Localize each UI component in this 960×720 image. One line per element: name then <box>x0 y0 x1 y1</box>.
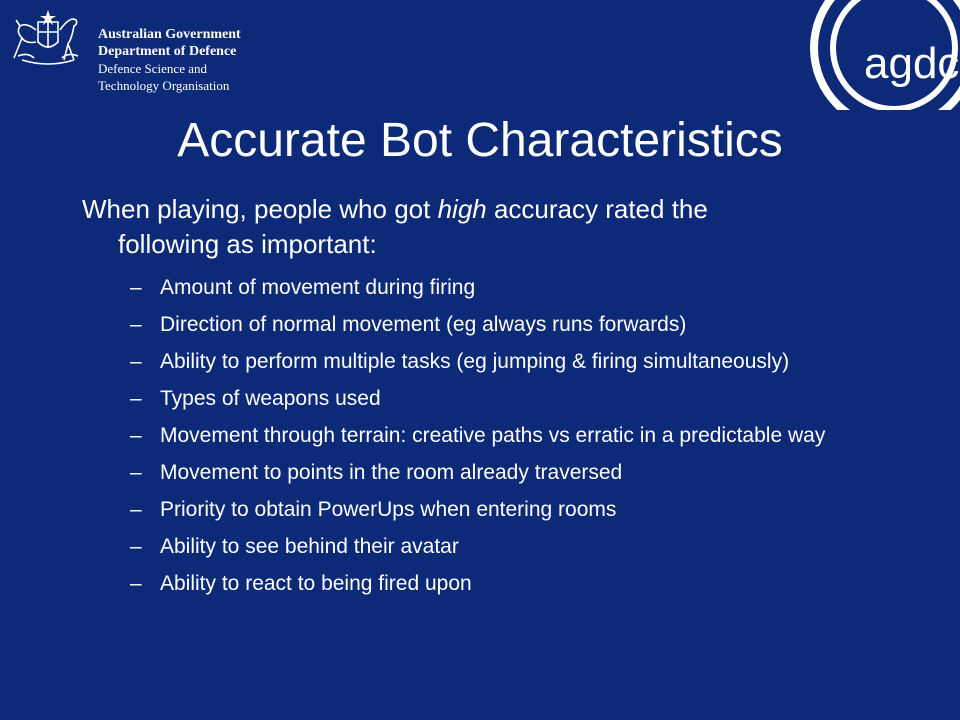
dash-icon: – <box>130 535 142 558</box>
intro-emphasis: high <box>437 194 487 224</box>
dash-icon: – <box>130 461 142 484</box>
dash-icon: – <box>130 387 142 410</box>
list-item <box>130 459 830 487</box>
list-item <box>130 496 830 524</box>
intro-text <box>82 192 882 262</box>
agdc-logo-text: agdc <box>864 39 960 88</box>
intro-part-2: accuracy rated the <box>486 194 708 224</box>
list-item-text: Ability to react to being fired upon <box>160 572 472 595</box>
org-line-1: Australian Government <box>98 27 241 42</box>
list-item <box>130 533 830 561</box>
dash-icon: – <box>130 313 142 336</box>
list-item <box>130 274 830 302</box>
agdc-logo <box>784 0 960 110</box>
list-item-text: Priority to obtain PowerUps when entering rooms <box>160 498 617 521</box>
list-item-text: Direction of normal movement (eg always runs forwards) <box>160 313 687 336</box>
list-item <box>130 348 830 376</box>
bullet-list <box>130 274 830 607</box>
slide-title: Accurate Bot Characteristics <box>177 114 783 167</box>
intro-line-2: following as important: <box>118 229 377 259</box>
list-item-text: Ability to see behind their avatar <box>160 535 459 558</box>
dash-icon: – <box>130 350 142 373</box>
government-header <box>8 8 258 100</box>
dash-icon: – <box>130 572 142 595</box>
dash-icon: – <box>130 498 142 521</box>
dash-icon: – <box>130 276 142 299</box>
org-line-4: Technology Organisation <box>98 78 230 93</box>
list-item <box>130 311 830 339</box>
dash-icon: – <box>130 424 142 447</box>
list-item <box>130 422 830 450</box>
list-item-text: Movement through terrain: creative paths vs erratic in a predictable way <box>160 424 826 447</box>
org-line-3: Defence Science and <box>98 61 207 76</box>
intro-part-1: When playing, people who got <box>82 194 438 224</box>
list-item <box>130 385 830 413</box>
list-item-text: Movement to points in the room already traversed <box>160 461 623 484</box>
list-item-text: Types of weapons used <box>160 387 381 410</box>
list-item-text: Ability to perform multiple tasks (eg jumping & firing simultaneously) <box>160 350 790 373</box>
coat-of-arms-icon <box>8 8 88 70</box>
org-line-2: Department of Defence <box>98 44 237 59</box>
list-item <box>130 570 830 598</box>
list-item-text: Amount of movement during firing <box>160 276 476 299</box>
